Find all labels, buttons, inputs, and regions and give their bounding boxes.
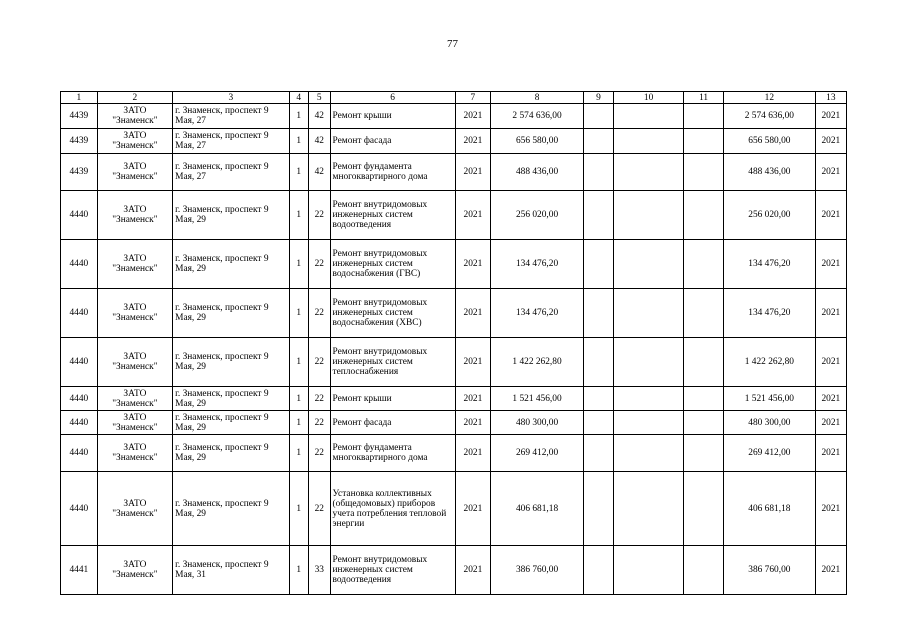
column-header: 2 bbox=[97, 92, 172, 104]
table-row bbox=[61, 240, 847, 289]
work-type-cell: Ремонт крыши bbox=[330, 387, 455, 411]
col5-cell: 22 bbox=[308, 387, 330, 411]
address-cell: г. Знаменск, проспект 9 Мая, 27 bbox=[173, 104, 289, 129]
col10-cell bbox=[614, 129, 684, 154]
col5-cell: 22 bbox=[308, 435, 330, 472]
total-cell: 656 580,00 bbox=[724, 129, 816, 154]
address-cell: г. Знаменск, проспект 9 Мая, 29 bbox=[173, 387, 289, 411]
end-year-cell: 2021 bbox=[815, 129, 846, 154]
address-cell: г. Знаменск, проспект 9 Мая, 29 bbox=[173, 435, 289, 472]
cost-cell: 1 422 262,80 bbox=[491, 338, 584, 387]
table-header bbox=[61, 92, 847, 104]
end-year-cell: 2021 bbox=[815, 435, 846, 472]
year-cell: 2021 bbox=[455, 472, 491, 546]
col4-cell: 1 bbox=[289, 472, 308, 546]
col11-cell bbox=[684, 289, 724, 338]
col10-cell bbox=[614, 546, 684, 595]
end-year-cell: 2021 bbox=[815, 387, 846, 411]
house-id-cell: 4439 bbox=[61, 154, 98, 191]
house-id-cell: 4439 bbox=[61, 104, 98, 129]
house-id-cell: 4439 bbox=[61, 129, 98, 154]
table-row bbox=[61, 435, 847, 472]
house-id-cell: 4440 bbox=[61, 387, 98, 411]
col10-cell bbox=[614, 435, 684, 472]
col11-cell bbox=[684, 191, 724, 240]
total-cell: 269 412,00 bbox=[724, 435, 816, 472]
column-header: 6 bbox=[330, 92, 455, 104]
col10-cell bbox=[614, 154, 684, 191]
col11-cell bbox=[684, 338, 724, 387]
col9-cell bbox=[583, 387, 613, 411]
col5-cell: 42 bbox=[308, 104, 330, 129]
table-row bbox=[61, 411, 847, 435]
col4-cell: 1 bbox=[289, 546, 308, 595]
year-cell: 2021 bbox=[455, 435, 491, 472]
col5-cell: 22 bbox=[308, 191, 330, 240]
page-number: 77 bbox=[447, 38, 458, 50]
table-row bbox=[61, 387, 847, 411]
work-type-cell: Установка коллективных (общедомовых) приборов учета потребления тепловой энергии bbox=[330, 472, 455, 546]
end-year-cell: 2021 bbox=[815, 240, 846, 289]
col10-cell bbox=[614, 191, 684, 240]
cost-cell: 480 300,00 bbox=[491, 411, 584, 435]
col10-cell bbox=[614, 240, 684, 289]
total-cell: 2 574 636,00 bbox=[724, 104, 816, 129]
col11-cell bbox=[684, 546, 724, 595]
address-cell: г. Знаменск, проспект 9 Мая, 29 bbox=[173, 191, 289, 240]
municipality-cell: ЗАТО "Знаменск" bbox=[97, 289, 172, 338]
column-header: 8 bbox=[491, 92, 584, 104]
year-cell: 2021 bbox=[455, 289, 491, 338]
work-type-cell: Ремонт внутридомовых инженерных систем теплоснабжения bbox=[330, 338, 455, 387]
house-id-cell: 4440 bbox=[61, 472, 98, 546]
col10-cell bbox=[614, 472, 684, 546]
cost-cell: 269 412,00 bbox=[491, 435, 584, 472]
work-type-cell: Ремонт фасада bbox=[330, 411, 455, 435]
house-id-cell: 4440 bbox=[61, 289, 98, 338]
col10-cell bbox=[614, 387, 684, 411]
col9-cell bbox=[583, 154, 613, 191]
col11-cell bbox=[684, 411, 724, 435]
table-row bbox=[61, 289, 847, 338]
end-year-cell: 2021 bbox=[815, 191, 846, 240]
col10-cell bbox=[614, 338, 684, 387]
work-type-cell: Ремонт внутридомовых инженерных систем водоотведения bbox=[330, 546, 455, 595]
cost-cell: 1 521 456,00 bbox=[491, 387, 584, 411]
year-cell: 2021 bbox=[455, 387, 491, 411]
work-type-cell: Ремонт внутридомовых инженерных систем водоснабжения (ХВС) bbox=[330, 289, 455, 338]
end-year-cell: 2021 bbox=[815, 411, 846, 435]
column-header: 7 bbox=[455, 92, 491, 104]
cost-cell: 656 580,00 bbox=[491, 129, 584, 154]
column-header: 13 bbox=[815, 92, 846, 104]
col9-cell bbox=[583, 240, 613, 289]
col9-cell bbox=[583, 289, 613, 338]
cost-cell: 386 760,00 bbox=[491, 546, 584, 595]
col5-cell: 22 bbox=[308, 338, 330, 387]
address-cell: г. Знаменск, проспект 9 Мая, 29 bbox=[173, 411, 289, 435]
col9-cell bbox=[583, 338, 613, 387]
col9-cell bbox=[583, 104, 613, 129]
address-cell: г. Знаменск, проспект 9 Мая, 31 bbox=[173, 546, 289, 595]
col5-cell: 22 bbox=[308, 411, 330, 435]
year-cell: 2021 bbox=[455, 154, 491, 191]
col11-cell bbox=[684, 129, 724, 154]
year-cell: 2021 bbox=[455, 240, 491, 289]
municipality-cell: ЗАТО "Знаменск" bbox=[97, 546, 172, 595]
col5-cell: 42 bbox=[308, 129, 330, 154]
cost-cell: 2 574 636,00 bbox=[491, 104, 584, 129]
municipality-cell: ЗАТО "Знаменск" bbox=[97, 338, 172, 387]
municipality-cell: ЗАТО "Знаменск" bbox=[97, 154, 172, 191]
column-header: 4 bbox=[289, 92, 308, 104]
end-year-cell: 2021 bbox=[815, 472, 846, 546]
cost-cell: 134 476,20 bbox=[491, 289, 584, 338]
municipality-cell: ЗАТО "Знаменск" bbox=[97, 435, 172, 472]
year-cell: 2021 bbox=[455, 104, 491, 129]
col4-cell: 1 bbox=[289, 129, 308, 154]
end-year-cell: 2021 bbox=[815, 104, 846, 129]
col11-cell bbox=[684, 435, 724, 472]
col4-cell: 1 bbox=[289, 338, 308, 387]
house-id-cell: 4440 bbox=[61, 411, 98, 435]
column-header: 10 bbox=[614, 92, 684, 104]
year-cell: 2021 bbox=[455, 411, 491, 435]
work-type-cell: Ремонт крыши bbox=[330, 104, 455, 129]
col4-cell: 1 bbox=[289, 240, 308, 289]
column-header: 5 bbox=[308, 92, 330, 104]
col4-cell: 1 bbox=[289, 289, 308, 338]
table-row bbox=[61, 191, 847, 240]
end-year-cell: 2021 bbox=[815, 289, 846, 338]
year-cell: 2021 bbox=[455, 191, 491, 240]
house-id-cell: 4440 bbox=[61, 191, 98, 240]
total-cell: 134 476,20 bbox=[724, 289, 816, 338]
table-row bbox=[61, 154, 847, 191]
column-header: 1 bbox=[61, 92, 98, 104]
total-cell: 386 760,00 bbox=[724, 546, 816, 595]
column-header: 3 bbox=[173, 92, 289, 104]
col9-cell bbox=[583, 546, 613, 595]
table-row bbox=[61, 338, 847, 387]
col11-cell bbox=[684, 104, 724, 129]
house-id-cell: 4440 bbox=[61, 338, 98, 387]
address-cell: г. Знаменск, проспект 9 Мая, 27 bbox=[173, 154, 289, 191]
total-cell: 406 681,18 bbox=[724, 472, 816, 546]
col11-cell bbox=[684, 154, 724, 191]
house-id-cell: 4441 bbox=[61, 546, 98, 595]
column-header: 11 bbox=[684, 92, 724, 104]
col4-cell: 1 bbox=[289, 104, 308, 129]
municipality-cell: ЗАТО "Знаменск" bbox=[97, 387, 172, 411]
total-cell: 256 020,00 bbox=[724, 191, 816, 240]
cost-cell: 406 681,18 bbox=[491, 472, 584, 546]
cost-cell: 488 436,00 bbox=[491, 154, 584, 191]
house-id-cell: 4440 bbox=[61, 435, 98, 472]
column-header: 9 bbox=[583, 92, 613, 104]
col11-cell bbox=[684, 472, 724, 546]
cost-cell: 256 020,00 bbox=[491, 191, 584, 240]
col10-cell bbox=[614, 104, 684, 129]
col9-cell bbox=[583, 411, 613, 435]
col9-cell bbox=[583, 435, 613, 472]
year-cell: 2021 bbox=[455, 338, 491, 387]
col4-cell: 1 bbox=[289, 191, 308, 240]
municipality-cell: ЗАТО "Знаменск" bbox=[97, 411, 172, 435]
col4-cell: 1 bbox=[289, 154, 308, 191]
work-type-cell: Ремонт фундамента многоквартирного дома bbox=[330, 154, 455, 191]
col9-cell bbox=[583, 472, 613, 546]
cost-cell: 134 476,20 bbox=[491, 240, 584, 289]
year-cell: 2021 bbox=[455, 129, 491, 154]
col10-cell bbox=[614, 289, 684, 338]
table-body bbox=[61, 104, 847, 595]
col5-cell: 22 bbox=[308, 289, 330, 338]
house-id-cell: 4440 bbox=[61, 240, 98, 289]
col5-cell: 22 bbox=[308, 472, 330, 546]
year-cell: 2021 bbox=[455, 546, 491, 595]
col9-cell bbox=[583, 191, 613, 240]
end-year-cell: 2021 bbox=[815, 546, 846, 595]
column-header: 12 bbox=[724, 92, 816, 104]
address-cell: г. Знаменск, проспект 9 Мая, 29 bbox=[173, 338, 289, 387]
municipality-cell: ЗАТО "Знаменск" bbox=[97, 191, 172, 240]
col11-cell bbox=[684, 240, 724, 289]
table-row bbox=[61, 129, 847, 154]
col9-cell bbox=[583, 129, 613, 154]
municipality-cell: ЗАТО "Знаменск" bbox=[97, 129, 172, 154]
col5-cell: 42 bbox=[308, 154, 330, 191]
col10-cell bbox=[614, 411, 684, 435]
col11-cell bbox=[684, 387, 724, 411]
col4-cell: 1 bbox=[289, 387, 308, 411]
table-row bbox=[61, 546, 847, 595]
end-year-cell: 2021 bbox=[815, 338, 846, 387]
total-cell: 1 521 456,00 bbox=[724, 387, 816, 411]
col4-cell: 1 bbox=[289, 411, 308, 435]
work-type-cell: Ремонт фундамента многоквартирного дома bbox=[330, 435, 455, 472]
municipality-cell: ЗАТО "Знаменск" bbox=[97, 472, 172, 546]
total-cell: 134 476,20 bbox=[724, 240, 816, 289]
work-type-cell: Ремонт внутридомовых инженерных систем водоснабжения (ГВС) bbox=[330, 240, 455, 289]
address-cell: г. Знаменск, проспект 9 Мая, 29 bbox=[173, 289, 289, 338]
total-cell: 488 436,00 bbox=[724, 154, 816, 191]
work-type-cell: Ремонт фасада bbox=[330, 129, 455, 154]
work-type-cell: Ремонт внутридомовых инженерных систем водоотведения bbox=[330, 191, 455, 240]
total-cell: 480 300,00 bbox=[724, 411, 816, 435]
municipality-cell: ЗАТО "Знаменск" bbox=[97, 104, 172, 129]
column-number-row bbox=[61, 92, 847, 104]
end-year-cell: 2021 bbox=[815, 154, 846, 191]
table-row bbox=[61, 472, 847, 546]
address-cell: г. Знаменск, проспект 9 Мая, 29 bbox=[173, 240, 289, 289]
address-cell: г. Знаменск, проспект 9 Мая, 29 bbox=[173, 472, 289, 546]
total-cell: 1 422 262,80 bbox=[724, 338, 816, 387]
col5-cell: 33 bbox=[308, 546, 330, 595]
repair-program-table bbox=[60, 91, 847, 595]
municipality-cell: ЗАТО "Знаменск" bbox=[97, 240, 172, 289]
col5-cell: 22 bbox=[308, 240, 330, 289]
col4-cell: 1 bbox=[289, 435, 308, 472]
table-row bbox=[61, 104, 847, 129]
address-cell: г. Знаменск, проспект 9 Мая, 27 bbox=[173, 129, 289, 154]
